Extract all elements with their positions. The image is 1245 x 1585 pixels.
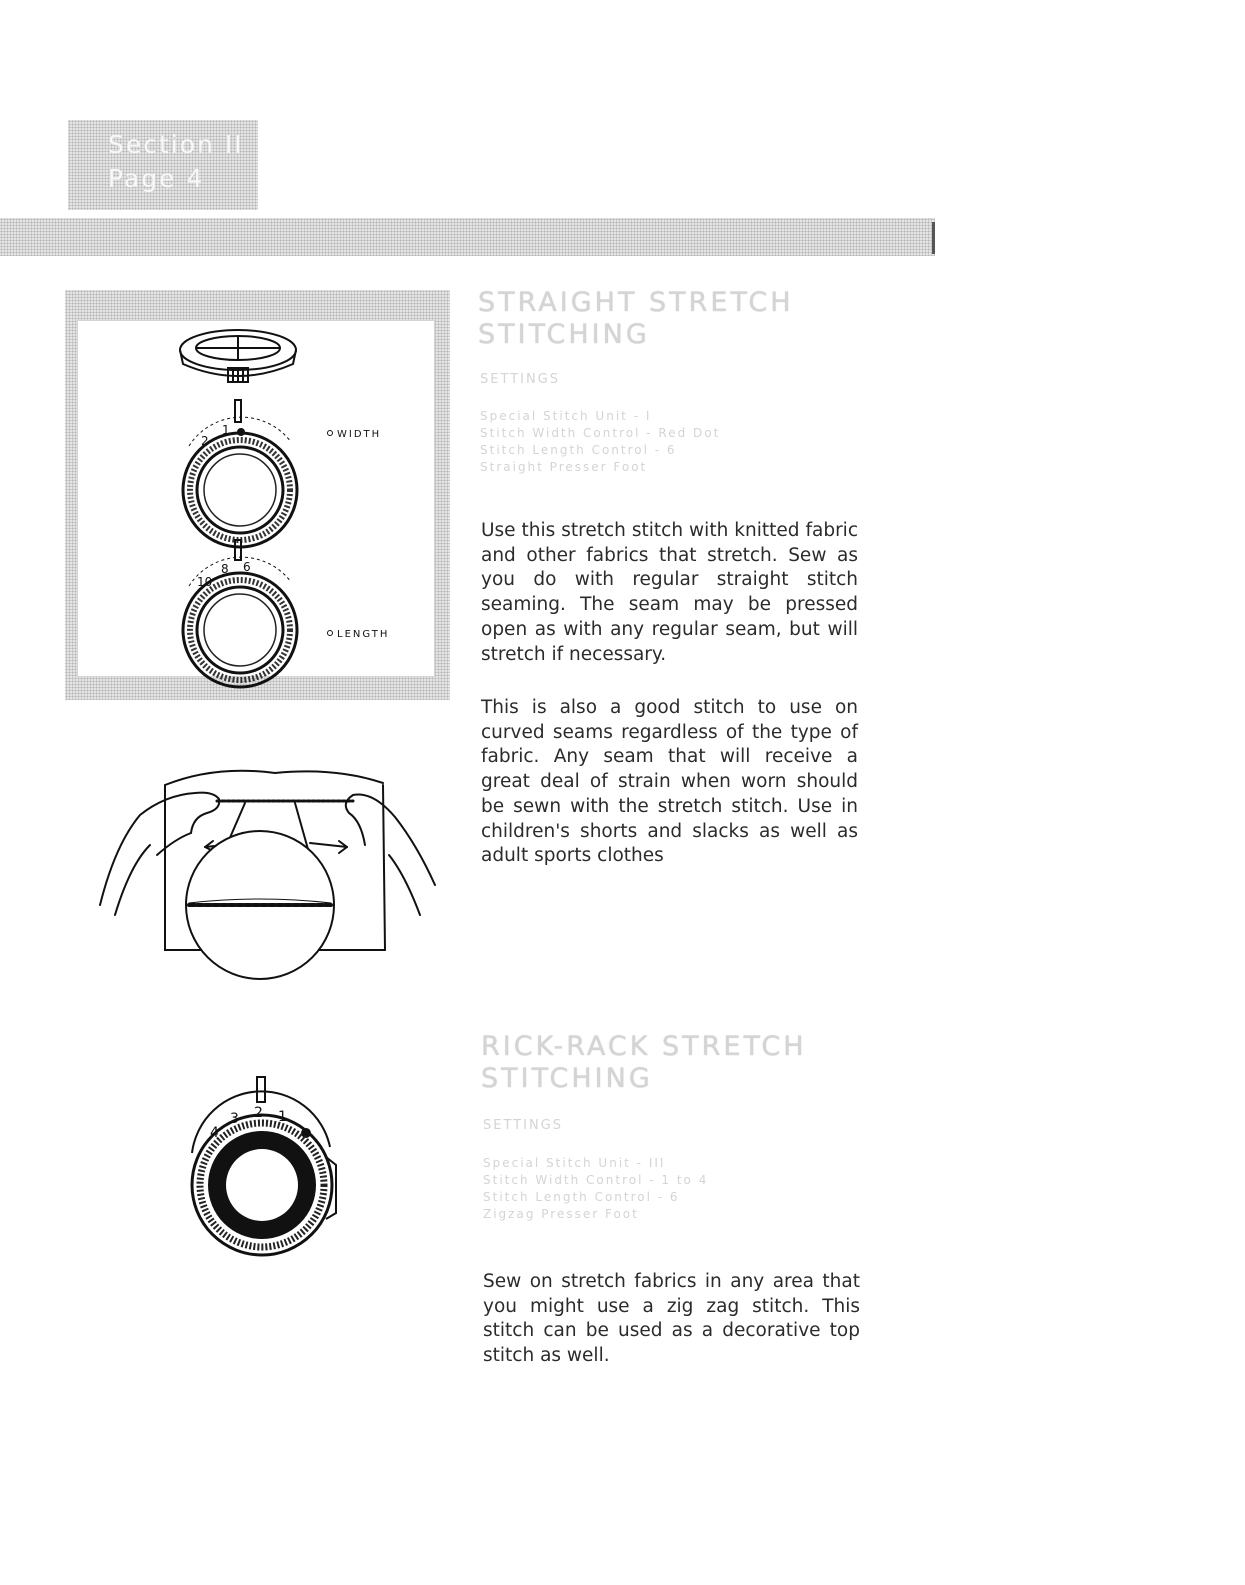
length-label: LENGTH (337, 629, 390, 640)
page-label: Page 4 (108, 164, 205, 193)
hands-stretching-fabric-illustration (95, 755, 440, 980)
settings-item: Straight Presser Foot (480, 460, 648, 474)
settings-item: Special Stitch Unit - I (480, 409, 652, 423)
dial-number: 4 (210, 1125, 219, 1141)
length-dial-number: 10 (197, 575, 213, 589)
width-dial-number: 2 (201, 434, 209, 448)
straight-stretch-settings-list (480, 408, 720, 476)
settings-item: Special Stitch Unit - III (483, 1156, 666, 1170)
straight-stretch-title-line2: STITCHING (478, 319, 650, 350)
straight-stretch-paragraph-2: This is also a good stitch to use on curved seams regardless of the type of fabric. Any seam that will receive a great deal of strain when worn should be sewn with the stretch stitch. Use in children's shorts and slacks as well as adult sports clothes (481, 697, 858, 867)
settings-item: Stitch Width Control - Red Dot (480, 426, 721, 440)
section-label: Section II (108, 130, 244, 159)
rick-rack-settings-list (483, 1155, 708, 1223)
width-dial-number: 1 (222, 423, 230, 437)
section-tab (68, 120, 258, 210)
straight-stretch-title: STRAIGHT STRETCH (478, 287, 794, 318)
dial-number: 2 (254, 1105, 263, 1121)
settings-item: Stitch Length Control - 6 (483, 1190, 680, 1204)
rick-rack-paragraph-1: Sew on stretch fabrics in any area that you might use a zig zag stitch. This stitch can be used as a decorative top stitch as well. (483, 1271, 860, 1367)
dial-number: 1 (278, 1109, 287, 1125)
width-dial-icon (183, 400, 381, 547)
width-label: WIDTH (337, 429, 382, 440)
settings-illustration (65, 290, 450, 700)
stitch-unit-icon (180, 330, 296, 382)
straight-stretch-settings-heading: SETTINGS (480, 372, 561, 387)
length-dial-number: 6 (243, 560, 251, 574)
settings-item: Stitch Length Control - 6 (480, 443, 677, 457)
rick-rack-settings-heading: SETTINGS (483, 1118, 564, 1133)
length-dial-number: 8 (221, 562, 229, 576)
rick-rack-title: RICK-RACK STRETCH (481, 1031, 807, 1062)
straight-stretch-paragraph-1: Use this stretch stitch with knitted fabric and other fabrics that stretch. Sew as you do with regular straight stitch seaming. The seam may be pressed open as with any regular seam, but will stretch if necessary. (481, 520, 858, 665)
settings-figure (65, 290, 450, 700)
length-dial-icon (183, 540, 389, 687)
stitch-width-dial-illustration (180, 1075, 340, 1260)
header-bar (0, 218, 935, 256)
rick-rack-title-line2: STITCHING (481, 1063, 653, 1094)
dial-number: 3 (230, 1111, 239, 1127)
settings-item: Zigzag Presser Foot (483, 1207, 639, 1221)
settings-item: Stitch Width Control - 1 to 4 (483, 1173, 709, 1187)
header-bar-end-mark (932, 222, 935, 254)
